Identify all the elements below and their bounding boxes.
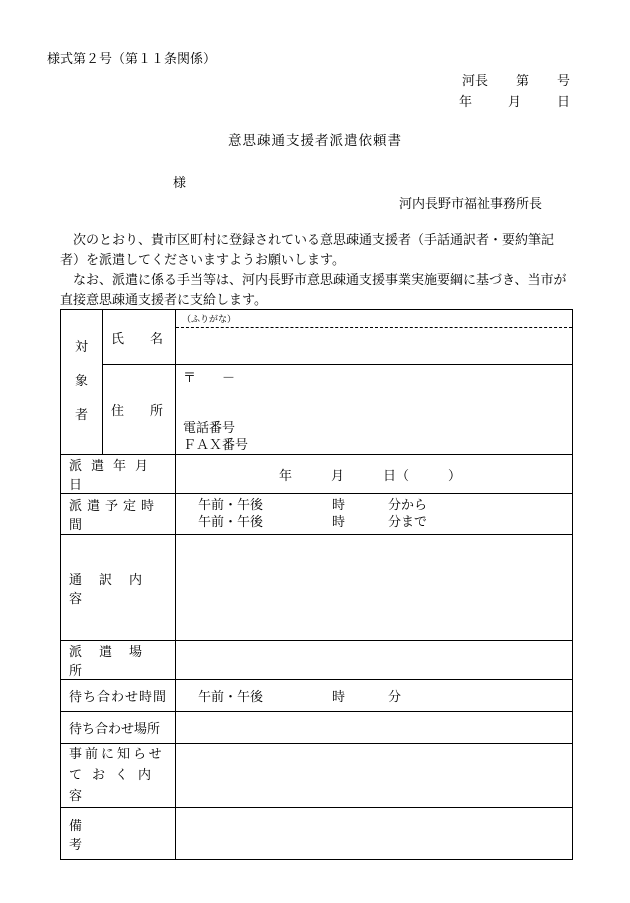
place-field[interactable] xyxy=(176,641,573,680)
name-label-char-1: 氏 xyxy=(111,331,125,347)
meet-place-row xyxy=(61,712,573,744)
place-row xyxy=(61,641,573,680)
notice-label xyxy=(61,744,176,808)
fax-label: ＦＡＸ番号 xyxy=(183,438,249,453)
meet-time-row xyxy=(61,680,573,712)
scheduled-time-text: 派遣予定時間 xyxy=(69,499,160,533)
name-label xyxy=(103,310,176,365)
time-from-minute: 分から xyxy=(388,498,428,513)
remarks-field[interactable] xyxy=(176,808,573,860)
address-field[interactable] xyxy=(176,365,573,455)
subject-char-1: 対 xyxy=(74,340,88,355)
body-paragraph-2: なお、派遣に係る手当等は、河内長野市意思疎通支援事業実施要綱に基づき、当市が直接意思疎通支援者に支給します。 xyxy=(60,273,567,308)
meet-place-label xyxy=(61,712,176,744)
body-paragraph-1: 次のとおり、貴市区町村に登録されている意思疎通支援者（手話通訳者・要約筆記者）を派遣してくださいますようお願いします。 xyxy=(60,233,555,268)
time-from-hour: 時 xyxy=(332,498,346,513)
meet-place-text: 待ち合わせ場所 xyxy=(69,722,161,737)
subject-address-row xyxy=(61,365,573,455)
postal-code: 〒 － xyxy=(183,371,236,386)
remarks-label xyxy=(61,808,176,860)
name-field[interactable] xyxy=(176,310,573,365)
scheduled-time-row xyxy=(61,494,573,535)
subject-label xyxy=(61,310,103,455)
dispatch-date-value: 年 月 日（ ） xyxy=(279,468,462,484)
issue-date xyxy=(459,91,570,110)
date-year: 年 xyxy=(458,95,472,110)
meet-time-minute: 分 xyxy=(388,690,402,705)
address-label-char-1: 住 xyxy=(111,404,125,419)
notice-row xyxy=(61,744,573,808)
remarks-row xyxy=(61,808,573,860)
content-label xyxy=(61,535,176,641)
notice-text-1: 事前に知らせ xyxy=(69,747,165,762)
subject-char-2: 象 xyxy=(74,374,88,389)
place-text: 派遣場所 xyxy=(69,645,160,679)
subject-name-row xyxy=(61,310,573,365)
subject-char-3: 者 xyxy=(74,408,88,423)
time-until-hour: 時 xyxy=(332,515,346,530)
furigana-label: （ふりがな） xyxy=(182,315,237,325)
time-from-ampm: 午前・午後 xyxy=(198,498,264,513)
time-from-line xyxy=(176,497,572,514)
body-text xyxy=(60,231,572,311)
time-until-ampm: 午前・午後 xyxy=(198,515,264,530)
dispatch-date-label xyxy=(61,455,176,494)
meet-time-line xyxy=(176,686,572,705)
meet-time-label xyxy=(61,680,176,712)
content-row xyxy=(61,535,573,641)
request-form-table xyxy=(60,309,573,860)
furigana-line[interactable] xyxy=(176,310,572,328)
ref-go: 号 xyxy=(556,74,570,89)
time-until-line xyxy=(176,514,572,531)
document-title: 意思疎通支援者派遣依頼書 xyxy=(228,133,402,149)
content-text: 通訳内容 xyxy=(69,572,160,607)
name-label-char-2: 名 xyxy=(149,331,163,347)
sender-name: 河内長野市福祉事務所長 xyxy=(398,197,542,212)
dispatch-date-field[interactable] xyxy=(176,455,573,494)
time-until-minute: 分まで xyxy=(388,515,428,530)
scheduled-time-field[interactable] xyxy=(176,494,573,535)
meet-time-ampm: 午前・午後 xyxy=(198,690,264,705)
scheduled-time-label xyxy=(61,494,176,535)
meet-time-field[interactable] xyxy=(176,680,573,712)
address-label xyxy=(103,365,176,455)
date-day: 日 xyxy=(556,95,570,110)
place-label xyxy=(61,641,176,680)
ref-dai: 第 xyxy=(515,74,529,89)
meet-place-field[interactable] xyxy=(176,712,573,744)
content-field[interactable] xyxy=(176,535,573,641)
meet-time-text: 待ち合わせ時間 xyxy=(69,690,168,705)
address-label-char-2: 所 xyxy=(149,404,163,419)
reference-number xyxy=(462,70,570,89)
notice-field[interactable] xyxy=(176,744,573,808)
addressee-suffix: 様 xyxy=(173,176,187,191)
date-month: 月 xyxy=(507,95,521,110)
form-number: 様式第２号（第１１条関係） xyxy=(47,52,217,67)
ref-prefix: 河長 xyxy=(461,74,488,89)
notice-text-2: ておく内容 xyxy=(69,768,162,804)
remarks-text: 備考 xyxy=(69,818,151,853)
meet-time-hour: 時 xyxy=(332,690,346,705)
phone-label: 電話番号 xyxy=(183,421,236,436)
dispatch-date-text: 派遣年月日 xyxy=(69,459,158,493)
dispatch-date-row xyxy=(61,455,573,494)
